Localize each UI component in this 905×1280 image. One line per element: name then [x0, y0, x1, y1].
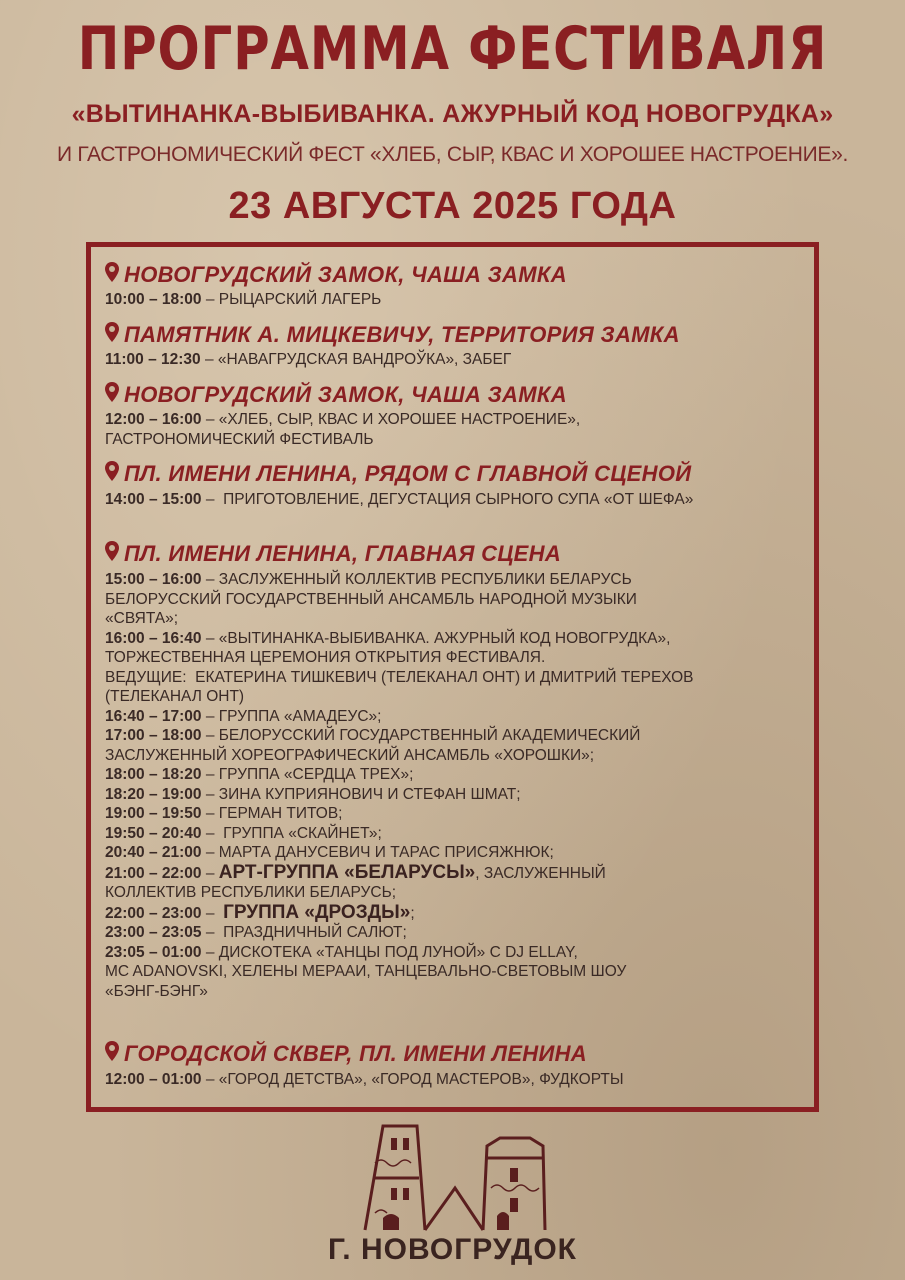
event-description: – ГРУППА «СЕРДЦА ТРЕХ»;	[201, 766, 414, 783]
location-pin-icon	[105, 461, 121, 481]
city-name: Г. НОВОГРУДОК	[328, 1233, 577, 1266]
page-title: ПРОГРАММА ФЕСТИВАЛЯ	[77, 14, 828, 84]
event-description-tail: , ЗАСЛУЖЕННЫЙ	[475, 864, 606, 882]
event-time: 23:05 – 01:00	[105, 943, 202, 961]
event-line	[105, 982, 815, 1002]
event-line	[105, 687, 815, 707]
event-time: 15:00 – 16:00	[105, 571, 202, 588]
event-description: ГАСТРОНОМИЧЕСКИЙ ФЕСТИВАЛЬ	[105, 430, 374, 448]
event-description: – ПРАЗДНИЧНЫЙ САЛЮТ;	[201, 924, 407, 941]
location-pin-icon	[105, 541, 121, 561]
venue-name: НОВОГРУДСКИЙ ЗАМОК, ЧАША ЗАМКА	[124, 382, 567, 407]
venue-name: НОВОГРУДСКИЙ ЗАМОК, ЧАША ЗАМКА	[124, 262, 567, 287]
event-description: – «ВЫТИНАНКА-ВЫБИВАНКА. АЖУРНЫЙ КОД НОВОГРУДКА»,	[201, 629, 671, 647]
venue-name: ПЛ. ИМЕНИ ЛЕНИНА, РЯДОМ С ГЛАВНОЙ СЦЕНОЙ	[124, 461, 692, 486]
event-line	[105, 765, 815, 785]
event-description: «БЭНГ-БЭНГ»	[105, 982, 208, 1000]
event-line	[105, 430, 815, 450]
venue-name: ГОРОДСКОЙ СКВЕР, ПЛ. ИМЕНИ ЛЕНИНА	[124, 1041, 587, 1066]
event-line	[105, 648, 815, 668]
event-description: – МАРТА ДАНУСЕВИЧ И ТАРАС ПРИСЯЖНЮК;	[201, 844, 554, 861]
venue-events	[105, 570, 815, 1001]
venue-heading	[105, 382, 567, 408]
event-description: MC ADANOVSKI, ХЕЛЕНЫ МЕРААИ, ТАНЦЕВАЛЬНО-СВЕТОВЫМ ШОУ	[105, 963, 627, 980]
event-description: КОЛЛЕКТИВ РЕСПУБЛИКИ БЕЛАРУСЬ;	[105, 884, 397, 901]
event-time: 16:00 – 16:40	[105, 629, 202, 647]
event-line	[105, 629, 815, 649]
event-line	[105, 490, 815, 510]
event-line	[105, 290, 815, 310]
festival-date: 23 АВГУСТА 2025 ГОДА	[228, 185, 677, 227]
event-line	[105, 590, 815, 610]
event-line	[105, 350, 815, 370]
venue-events	[105, 350, 815, 370]
event-description: – «НАВАГРУДСКАЯ ВАНДРОЎКА», ЗАБЕГ	[200, 351, 512, 368]
gastro-subtitle: И ГАСТРОНОМИЧЕСКИЙ ФЕСТ «ХЛЕБ, СЫР, КВАС И ХОРОШЕЕ НАСТРОЕНИЕ».	[56, 143, 849, 166]
castle-towers-logo	[355, 1118, 550, 1233]
event-description: – ПРИГОТОВЛЕНИЕ, ДЕГУСТАЦИЯ СЫРНОГО СУПА «ОТ ШЕФА»	[201, 491, 694, 508]
venue-events	[105, 410, 815, 449]
event-description: –	[201, 904, 224, 922]
event-line	[105, 707, 815, 727]
event-description-tail: ;	[410, 904, 415, 922]
event-line	[105, 668, 815, 688]
event-description: ВЕДУЩИЕ: ЕКАТЕРИНА ТИШКЕВИЧ (ТЕЛЕКАНАЛ ОНТ) И ДМИТРИЙ ТЕРЕХОВ	[105, 668, 694, 686]
venue-events	[105, 490, 815, 510]
event-description: «СВЯТА»;	[105, 610, 179, 627]
event-line	[105, 410, 815, 430]
event-line	[105, 804, 815, 824]
event-time: 20:40 – 21:00	[105, 844, 202, 861]
location-pin-icon	[105, 322, 121, 342]
event-headliner: ГРУППА «ДРОЗДЫ»	[223, 901, 411, 923]
event-time: 12:00 – 01:00	[105, 1071, 202, 1088]
event-time: 17:00 – 18:00	[105, 727, 202, 744]
event-time: 23:00 – 23:05	[105, 924, 202, 941]
venue-heading	[105, 541, 561, 567]
venue-heading	[105, 461, 691, 487]
event-line	[105, 843, 815, 863]
venue-events	[105, 1070, 815, 1090]
venue-heading	[105, 262, 567, 288]
event-line	[105, 746, 815, 766]
venue-heading	[105, 1041, 587, 1067]
event-description: – «ХЛЕБ, СЫР, КВАС И ХОРОШЕЕ НАСТРОЕНИЕ»,	[201, 411, 581, 428]
event-description: ЗАСЛУЖЕННЫЙ ХОРЕОГРАФИЧЕСКИЙ АНСАМБЛЬ «ХОРОШКИ»;	[105, 746, 595, 764]
event-line	[105, 570, 815, 590]
event-description: ТОРЖЕСТВЕННАЯ ЦЕРЕМОНИЯ ОТКРЫТИЯ ФЕСТИВАЛЯ.	[105, 649, 546, 666]
event-line	[105, 726, 815, 746]
event-time: 11:00 – 12:30	[105, 351, 201, 368]
event-description: – ДИСКОТЕКА «ТАНЦЫ ПОД ЛУНОЙ» С DJ ELLAY,	[201, 943, 578, 961]
event-line	[105, 824, 815, 844]
event-line	[105, 1070, 815, 1090]
event-description: – ГЕРМАН ТИТОВ;	[201, 805, 343, 822]
event-time: 18:20 – 19:00	[105, 785, 202, 803]
event-headliner: АРТ-ГРУППА «БЕЛАРУСЫ»	[218, 861, 476, 883]
event-line	[105, 943, 815, 963]
event-line	[105, 883, 815, 903]
event-line	[105, 609, 815, 629]
venue-heading	[105, 322, 680, 348]
event-description: – ЗАСЛУЖЕННЫЙ КОЛЛЕКТИВ РЕСПУБЛИКИ БЕЛАРУСЬ	[201, 571, 632, 588]
festival-subtitle: «ВЫТИНАНКА-ВЫБИВАНКА. АЖУРНЫЙ КОД НОВОГРУДКА»	[71, 100, 834, 128]
location-pin-icon	[105, 262, 121, 282]
event-time: 22:00 – 23:00	[105, 904, 202, 922]
event-description: – ГРУППА «АМАДЕУС»;	[201, 707, 382, 725]
event-description: (ТЕЛЕКАНАЛ ОНТ)	[105, 688, 245, 705]
event-line	[105, 962, 815, 982]
event-description: БЕЛОРУССКИЙ ГОСУДАРСТВЕННЫЙ АНСАМБЛЬ НАРОДНОЙ МУЗЫКИ	[105, 590, 637, 608]
event-description: – ЗИНА КУПРИЯНОВИЧ И СТЕФАН ШМАТ;	[201, 785, 521, 803]
event-time: 21:00 – 22:00	[105, 864, 202, 882]
venue-events	[105, 290, 815, 310]
event-time: 16:40 – 17:00	[105, 707, 202, 725]
event-description: – БЕЛОРУССКИЙ ГОСУДАРСТВЕННЫЙ АКАДЕМИЧЕСКИЙ	[201, 727, 641, 744]
event-line	[105, 923, 815, 943]
event-description: – «ГОРОД ДЕТСТВА», «ГОРОД МАСТЕРОВ», ФУДКОРТЫ	[201, 1071, 624, 1088]
event-time: 19:00 – 19:50	[105, 805, 202, 822]
venue-name: ПАМЯТНИК А. МИЦКЕВИЧУ, ТЕРРИТОРИЯ ЗАМКА	[124, 322, 680, 347]
event-line	[105, 785, 815, 805]
event-time: 12:00 – 16:00	[105, 411, 202, 428]
location-pin-icon	[105, 382, 121, 402]
event-description: –	[201, 864, 219, 882]
location-pin-icon	[105, 1041, 121, 1061]
event-time: 10:00 – 18:00	[105, 291, 202, 308]
venue-name: ПЛ. ИМЕНИ ЛЕНИНА, ГЛАВНАЯ СЦЕНА	[124, 541, 562, 566]
event-line	[105, 903, 815, 924]
event-line	[105, 863, 815, 884]
event-description: – РЫЦАРСКИЙ ЛАГЕРЬ	[201, 291, 382, 308]
event-time: 18:00 – 18:20	[105, 766, 202, 783]
event-time: 14:00 – 15:00	[105, 491, 202, 508]
event-time: 19:50 – 20:40	[105, 824, 202, 842]
event-description: – ГРУППА «СКАЙНЕТ»;	[201, 824, 382, 842]
